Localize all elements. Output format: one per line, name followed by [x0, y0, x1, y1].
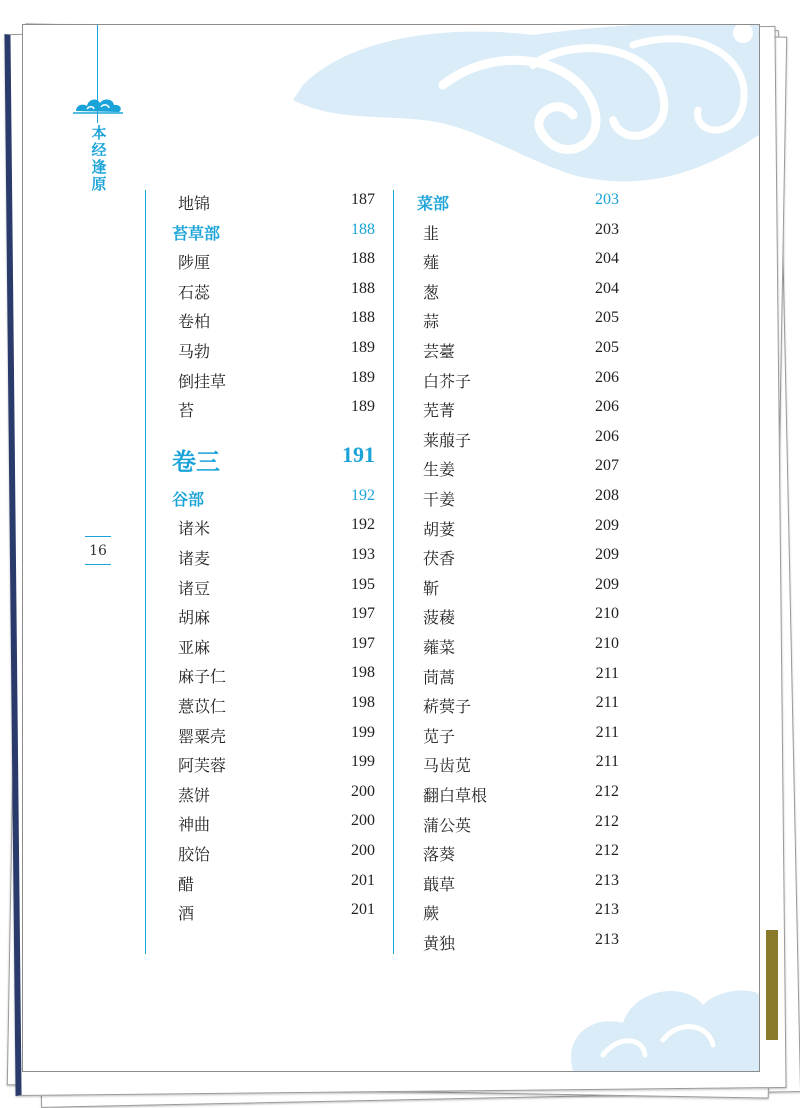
toc-entry-name: 石蕊 — [178, 282, 211, 302]
toc-entry-page: 213 — [595, 871, 619, 889]
toc-entry-page: 210 — [595, 605, 619, 623]
toc-entry — [423, 309, 619, 333]
toc-entry-page: 211 — [595, 694, 619, 712]
toc-entry-name: 菠薐 — [423, 608, 456, 628]
toc-entry — [423, 783, 619, 807]
toc-entry-name: 葱 — [423, 282, 440, 302]
toc-entry — [423, 487, 619, 511]
toc-entry-page: 189 — [351, 339, 375, 356]
toc-entry-page: 200 — [351, 812, 375, 830]
toc-entry — [423, 694, 619, 718]
cloud-ornament-icon — [73, 95, 123, 117]
toc-entry-name: 薤 — [423, 253, 440, 273]
toc-entry-name: 莱菔子 — [423, 430, 472, 450]
toc-entry-page: 212 — [595, 783, 619, 800]
toc-entry — [178, 191, 375, 215]
toc-entry — [178, 753, 375, 777]
toc-entry-name: 马勃 — [178, 342, 211, 361]
toc-entry-page: 211 — [595, 723, 619, 741]
toc-volume-heading — [172, 441, 375, 480]
toc-entry — [178, 872, 375, 896]
left-column-rule — [145, 190, 146, 954]
toc-entry-page: 198 — [351, 664, 375, 682]
toc-entry — [178, 842, 375, 866]
toc-entry-page: 197 — [351, 634, 375, 652]
toc-entry-name: 芸薹 — [423, 342, 456, 361]
toc-entry — [423, 546, 619, 570]
toc-entry — [178, 605, 375, 629]
toc-entry-page: 191 — [342, 441, 375, 467]
toc-entry-name: 酒 — [178, 904, 195, 924]
toc-entry-name: 菜部 — [417, 194, 450, 213]
toc-entry-name: 麻子仁 — [178, 667, 227, 687]
toc-entry-page: 200 — [351, 842, 375, 859]
toc-entry-name: 谷部 — [172, 489, 205, 509]
toc-entry — [178, 250, 375, 274]
toc-entry-page: 199 — [351, 753, 375, 771]
toc-entry-page: 213 — [595, 931, 619, 948]
toc-entry-page: 189 — [351, 398, 375, 416]
toc-entry-name: 韭 — [423, 223, 440, 243]
toc-entry — [423, 724, 619, 748]
toc-entry-page: 208 — [595, 487, 619, 504]
toc-entry-name: 诸米 — [178, 519, 211, 539]
toc-entry-name: 苔草部 — [172, 223, 221, 243]
toc-entry-name: 亚麻 — [178, 637, 211, 657]
book-title-char: 本 — [91, 124, 107, 142]
toc-entry-page: 212 — [595, 842, 619, 860]
toc-entry-page: 193 — [351, 546, 375, 563]
toc-entry-name: 罂粟壳 — [178, 726, 227, 746]
toc-entry-name: 茼蒿 — [423, 667, 456, 687]
toc-entry — [178, 339, 375, 363]
toc-entry-page: 204 — [595, 250, 619, 268]
toc-entry-name: 茯香 — [423, 549, 456, 569]
toc-entry-page: 210 — [595, 635, 619, 652]
toc-entry — [423, 517, 619, 541]
toc-entry-name: 蒜 — [423, 312, 440, 332]
toc-entry-name: 苋子 — [423, 726, 456, 746]
toc-entry — [423, 665, 619, 689]
toc-entry-page: 209 — [595, 516, 619, 534]
toc-entry-page: 212 — [595, 812, 619, 830]
toc-entry-page: 198 — [351, 694, 375, 711]
toc-entry-name: 翻白草根 — [423, 786, 488, 805]
toc-entry-name: 菥蓂子 — [423, 697, 472, 717]
toc-entry-name: 地锦 — [178, 194, 211, 213]
right-column-rule — [393, 190, 394, 954]
toc-entry — [423, 753, 619, 777]
toc-entry-page: 206 — [595, 368, 619, 386]
toc-entry-name: 蒲公英 — [423, 815, 472, 835]
toc-entry — [178, 694, 375, 718]
toc-entry-page: 203 — [595, 191, 619, 208]
toc-entry — [423, 221, 619, 245]
toc-entry-name: 胡荽 — [423, 519, 456, 539]
toc-entry-name: 干姜 — [423, 490, 456, 509]
toc-entry — [178, 664, 375, 688]
toc-entry-name: 蒸饼 — [178, 785, 211, 805]
page-number: 16 — [89, 543, 107, 559]
toc-entry-page: 205 — [595, 309, 619, 327]
toc-entry-name: 诸麦 — [178, 549, 211, 568]
toc-entry-page: 195 — [351, 575, 375, 593]
page-edge-strip — [766, 930, 778, 1040]
toc-entry-page: 201 — [351, 871, 375, 889]
toc-entry-name: 马齿苋 — [423, 756, 472, 776]
toc-entry-name: 倒挂草 — [178, 371, 227, 391]
toc-entry-page: 209 — [595, 546, 619, 564]
toc-entry — [423, 280, 619, 304]
toc-entry-name: 落葵 — [423, 845, 456, 865]
toc-entry-page: 187 — [351, 191, 375, 208]
toc-entry-page: 207 — [595, 457, 619, 475]
book-title-char: 原 — [91, 175, 107, 193]
toc-entry — [178, 635, 375, 659]
toc-entry-name: 陟厘 — [178, 253, 211, 273]
toc-entry — [178, 309, 375, 333]
toc-entry — [423, 428, 619, 452]
toc-left-column — [172, 191, 375, 951]
toc-entry — [178, 576, 375, 600]
book-title-char: 经 — [91, 141, 107, 159]
toc-entry — [423, 872, 619, 896]
toc-entry-name: 醋 — [178, 874, 195, 894]
toc-entry-name: 薏苡仁 — [178, 697, 227, 716]
toc-entry-page: 203 — [595, 220, 619, 238]
toc-section-heading — [417, 191, 619, 215]
book-title — [87, 125, 111, 193]
toc-entry-name: 白芥子 — [423, 371, 472, 391]
toc-entry — [423, 250, 619, 274]
toc-entry-page: 205 — [595, 339, 619, 356]
toc-entry — [423, 457, 619, 481]
toc-entry-page: 192 — [351, 486, 375, 504]
toc-entry-name: 生姜 — [423, 460, 456, 480]
toc-entry — [423, 605, 619, 629]
toc-entry — [423, 576, 619, 600]
toc-entry — [423, 635, 619, 659]
toc-entry — [423, 398, 619, 422]
toc-entry — [423, 901, 619, 925]
toc-section-heading — [172, 220, 375, 245]
toc-entry-page: 199 — [351, 723, 375, 741]
toc-entry — [178, 280, 375, 304]
toc-entry-page: 209 — [595, 575, 619, 593]
toc-entry-page: 188 — [351, 250, 375, 268]
toc-page — [22, 24, 760, 1072]
toc-entry-page: 188 — [351, 309, 375, 327]
toc-entry — [178, 812, 375, 836]
toc-entry-name: 蕨 — [423, 904, 440, 924]
toc-entry-page: 211 — [595, 664, 619, 682]
toc-entry — [178, 546, 375, 570]
toc-entry-name: 胡麻 — [178, 608, 211, 628]
book-title-char: 逢 — [91, 158, 107, 176]
toc-entry — [423, 813, 619, 837]
toc-entry-name: 神曲 — [178, 815, 211, 835]
toc-entry — [178, 901, 375, 925]
toc-entry-page: 188 — [351, 279, 375, 297]
toc-entry-page: 206 — [595, 398, 619, 416]
toc-entry — [423, 931, 619, 955]
toc-entry-page: 211 — [595, 753, 619, 771]
toc-entry-page: 200 — [351, 782, 375, 800]
toc-entry-page: 201 — [351, 901, 375, 919]
toc-entry-name: 靳 — [423, 578, 440, 598]
toc-entry-page: 188 — [351, 220, 375, 238]
toc-entry-name: 蕺草 — [423, 874, 456, 894]
toc-entry-name: 黄独 — [423, 934, 456, 953]
toc-entry-name: 卷三 — [172, 446, 220, 476]
toc-section-heading — [172, 486, 375, 511]
toc-entry — [178, 398, 375, 422]
toc-entry-name: 苔 — [178, 401, 195, 421]
toc-entry-page: 197 — [351, 605, 375, 623]
toc-entry — [178, 516, 375, 540]
page-number-block — [85, 536, 111, 565]
toc-entry-name: 卷柏 — [178, 312, 211, 332]
toc-entry — [178, 724, 375, 748]
toc-entry-page: 192 — [351, 516, 375, 534]
toc-entry-name: 蕹菜 — [423, 638, 456, 657]
toc-entry-page: 213 — [595, 901, 619, 919]
toc-entry — [423, 339, 619, 363]
toc-entry-name: 阿芙蓉 — [178, 756, 227, 776]
toc-entry — [423, 369, 619, 393]
toc-entry-page: 204 — [595, 279, 619, 297]
toc-entry-name: 胶饴 — [178, 845, 211, 864]
toc-entry-page: 206 — [595, 427, 619, 445]
toc-entry — [423, 842, 619, 866]
toc-entry — [178, 369, 375, 393]
toc-entry — [178, 783, 375, 807]
toc-entry-name: 诸豆 — [178, 578, 211, 598]
toc-entry-page: 189 — [351, 368, 375, 386]
page-number-rule-bottom — [85, 564, 111, 565]
toc-right-column — [417, 191, 619, 981]
cloud-decoration-top — [273, 25, 759, 195]
toc-entry-name: 芜菁 — [423, 401, 456, 421]
